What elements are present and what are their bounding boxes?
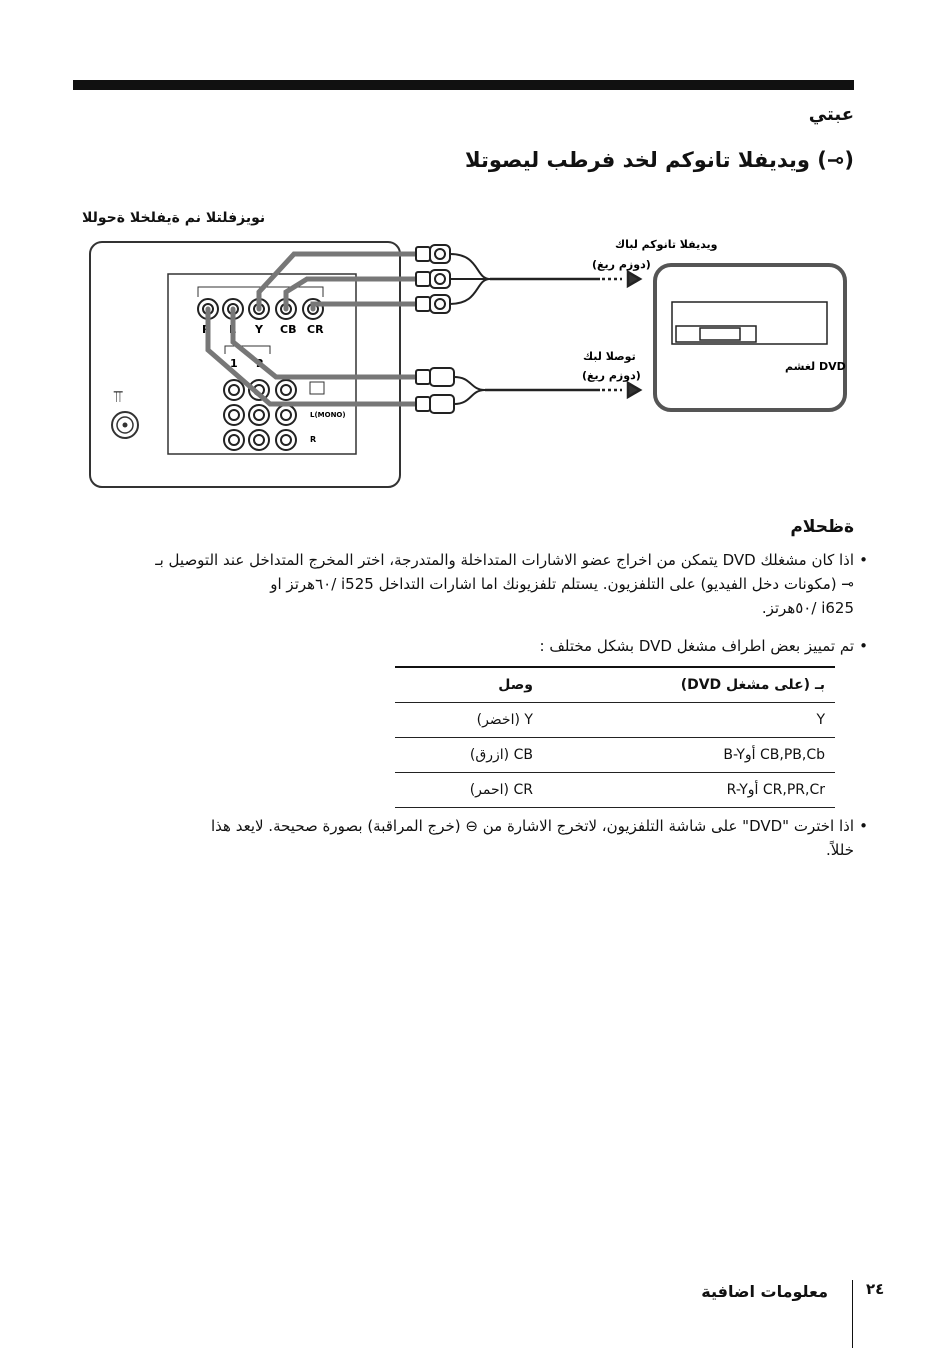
audio-cable-label: توصلا لبك bbox=[583, 350, 636, 363]
page-number: ٢٤ bbox=[866, 1280, 885, 1298]
input-label-2: 2 bbox=[256, 357, 264, 370]
table-row bbox=[395, 703, 835, 738]
dvd-player-icon bbox=[672, 302, 827, 344]
note-bullet-2 bbox=[114, 634, 854, 658]
note-1-line-1: • اذا كان مشغلك DVD يتمكن من اخراج عضو الاشارات المتداخلة والمتدرجة، اختر المخرج المتداخل عند التوصيل بـ bbox=[155, 551, 854, 569]
table-row bbox=[395, 773, 835, 808]
audio-cable-sublabel: (دوزم ريغ) bbox=[582, 369, 641, 382]
input-label-1: 1 bbox=[230, 357, 238, 370]
table-row bbox=[395, 738, 835, 773]
note-1-line-2: ⊸ (مكونات دخل الفيديو) على التلفزيون. يستلم تلفزيونك اما اشارات التداخل i525 /٦٠هرتز او bbox=[270, 575, 854, 593]
table-header-dvd: بـ (على مشغل DVD) bbox=[543, 667, 835, 703]
cable-plugs bbox=[416, 245, 454, 413]
table-cell-connect: Y (اخضر) bbox=[395, 703, 543, 738]
section-label: عبتي bbox=[808, 104, 854, 125]
antenna-icon: ⫪ bbox=[113, 387, 123, 406]
footer-section-title: معلومات اضافية bbox=[701, 1282, 828, 1301]
signal-mapping-table bbox=[395, 666, 835, 808]
page-title: (⊸) ويديفلا تانوكم لخد فرطب ليصوتلا bbox=[465, 148, 854, 172]
note-3-line-2: خللاً. bbox=[826, 841, 854, 859]
table-cell-dvd: Y bbox=[543, 703, 835, 738]
footer-divider bbox=[852, 1280, 853, 1348]
connection-diagram bbox=[80, 232, 860, 497]
dvd-player-label: DVD لغشم bbox=[785, 360, 846, 373]
table-cell-dvd: CB,PB,Cb أوB-Y bbox=[543, 738, 835, 773]
note-2-text: • تم تمييز بعض اطراف مشغل DVD بشكل مختلف : bbox=[539, 637, 854, 655]
table-cell-dvd: CR,PR,Cr أوR-Y bbox=[543, 773, 835, 808]
av-jacks bbox=[224, 380, 296, 450]
note-3-line-1: • اذا اخترت "DVD" على شاشة التلفزيون، لاتخرج الاشارة من ⊖ (خرج المراقبة) بصورة صحيحة. لايعد هذا bbox=[210, 817, 854, 835]
top-rule bbox=[73, 80, 854, 90]
jack-label-cr: CR bbox=[307, 323, 324, 336]
table-cell-connect: CR (احمر) bbox=[395, 773, 543, 808]
notes-heading: ةظحلام bbox=[790, 517, 854, 537]
audio-label-l: L(MONO) bbox=[310, 411, 346, 419]
audio-label-r: R bbox=[310, 435, 317, 444]
component-cable-label: ويديفلا تانوكم لباك bbox=[615, 238, 718, 251]
jack-label-cb: CB bbox=[280, 323, 297, 336]
note-bullet-1 bbox=[114, 548, 854, 620]
jack-label-l: L bbox=[229, 323, 237, 336]
note-1-line-3: i625 /٥٠هرتز. bbox=[761, 599, 854, 617]
table-cell-connect: CB (ازرق) bbox=[395, 738, 543, 773]
jack-label-y: Y bbox=[255, 323, 263, 336]
component-cable-sublabel: (دوزم ريغ) bbox=[592, 258, 651, 271]
table-header-connect: وصل bbox=[395, 667, 543, 703]
note-bullet-3 bbox=[114, 814, 854, 862]
jack-label-r: R bbox=[202, 323, 211, 336]
diagram-caption: نويزفلتلا نم ةيفلخلا ةحوللا bbox=[82, 210, 266, 226]
